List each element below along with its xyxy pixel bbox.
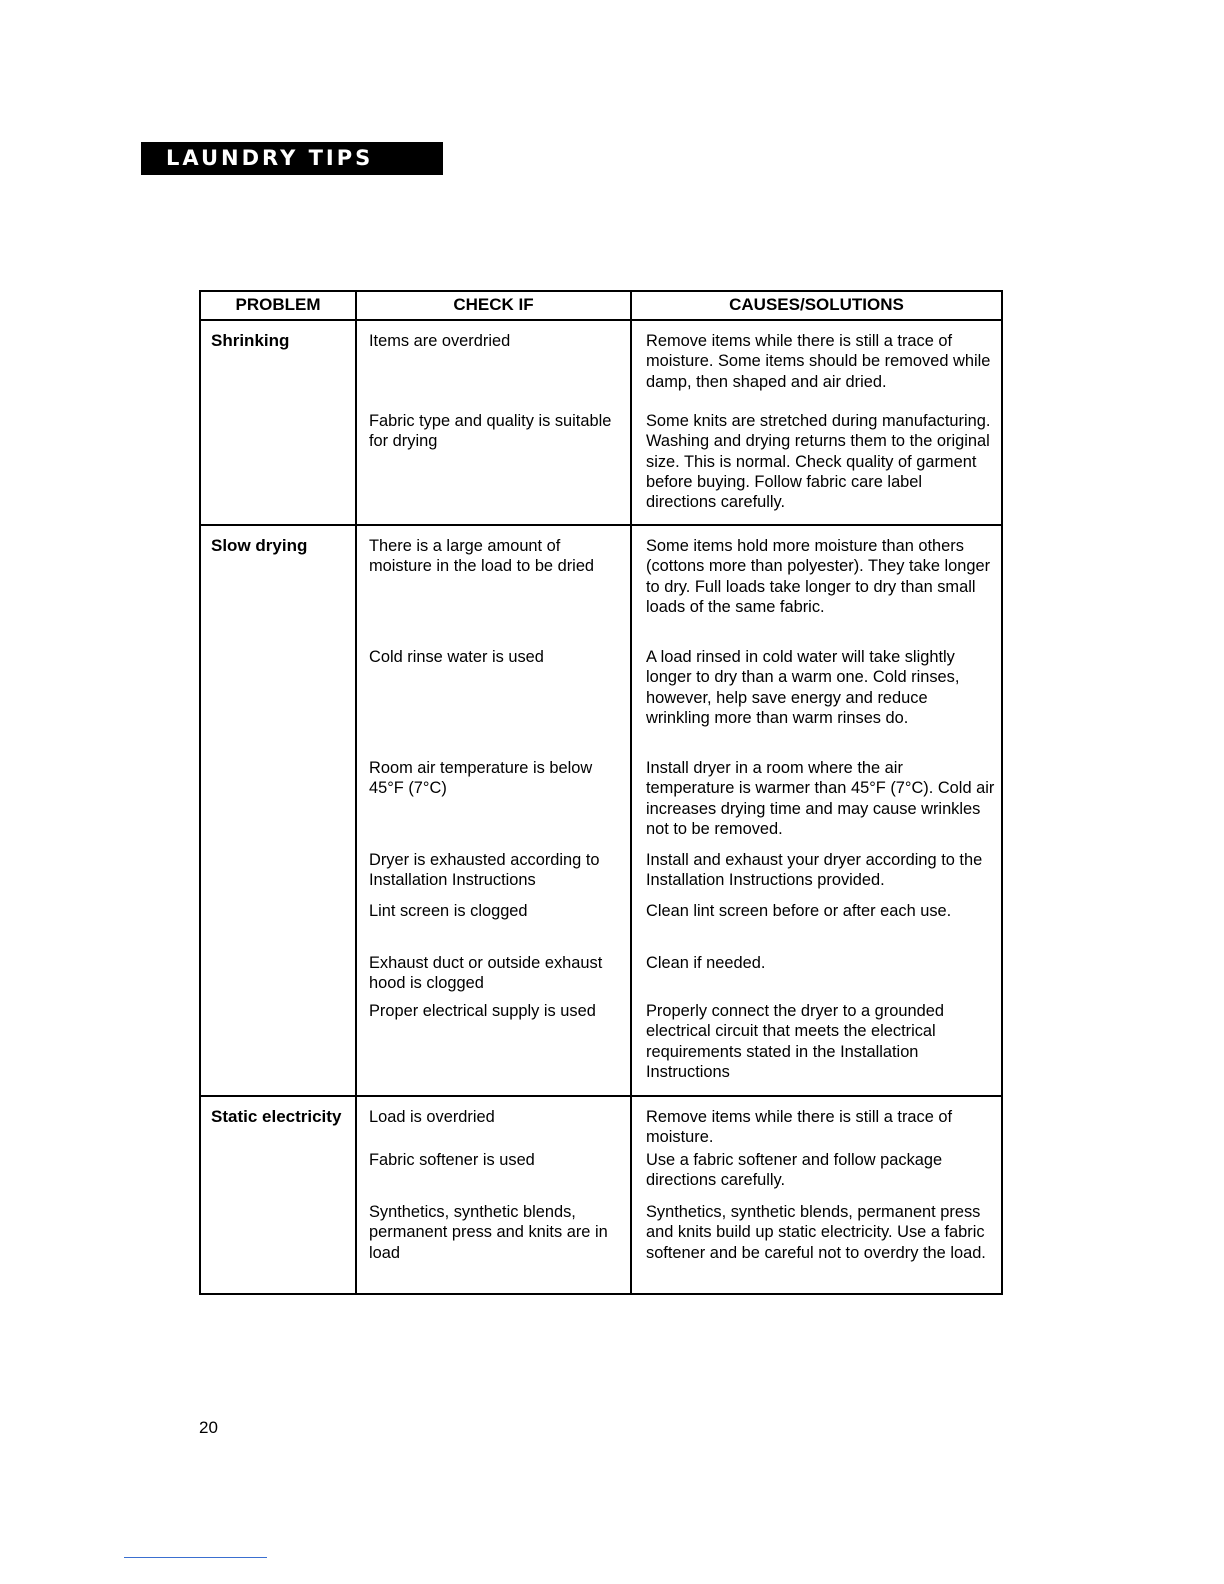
check-if-item: Dryer is exhausted according to Installation Instructions	[369, 851, 600, 890]
table-row	[200, 320, 1002, 525]
check-if-cell	[356, 1096, 631, 1294]
cause-solution-item: Remove items while there is still a trace of moisture.	[646, 1108, 953, 1147]
check-if-item: Exhaust duct or outside exhaust hood is clogged	[369, 954, 603, 993]
check-if-item: Room air temperature is below 45°F (7°C)	[369, 759, 593, 798]
cause-solution-item: Remove items while there is still a trace of moisture. Some items should be removed while damp, then shaped and air dried.	[646, 332, 991, 391]
problem-label: Slow drying	[200, 525, 356, 1096]
problem-label: Shrinking	[200, 320, 356, 525]
check-if-item: Synthetics, synthetic blends, permanent press and knits are in load	[369, 1203, 608, 1262]
cause-solution-item: Properly connect the dryer to a grounded electrical circuit that meets the electrical requirements stated in the Installation Instructions	[646, 1002, 944, 1081]
check-if-item: Proper electrical supply is used	[369, 1002, 596, 1020]
table-row	[200, 525, 1002, 1096]
section-banner: LAUNDRY TIPS	[141, 142, 443, 175]
cause-solution-cell	[631, 525, 1002, 1096]
check-if-item: There is a large amount of moisture in the load to be dried	[369, 537, 595, 576]
check-if-item: Lint screen is clogged	[369, 902, 528, 920]
cause-solution-item: Install and exhaust your dryer according to the Installation Instructions provided.	[646, 851, 983, 890]
column-header-causes-solutions: CAUSES/SOLUTIONS	[631, 291, 1002, 320]
cause-solution-item: Some items hold more moisture than others (cottons more than polyester). They take longer to dry. Full loads take longer to dry than small loads of the same fabric.	[646, 537, 991, 616]
check-if-item: Items are overdried	[369, 332, 511, 350]
check-if-cell	[356, 525, 631, 1096]
cause-solution-cell	[631, 320, 1002, 525]
check-if-item: Load is overdried	[369, 1108, 495, 1126]
cause-solution-item: Clean if needed.	[646, 954, 766, 972]
cause-solution-item: Some knits are stretched during manufacturing. Washing and drying returns them to the original size. This is normal. Check quality of garment before buying. Follow fabric care label directions carefully.	[646, 412, 991, 512]
column-header-check-if: CHECK IF	[356, 291, 631, 320]
cause-solution-cell	[631, 1096, 1002, 1294]
column-header-problem: PROBLEM	[200, 291, 356, 320]
cause-solution-item: Install dryer in a room where the air temperature is warmer than 45°F (7°C). Cold air increases drying time and may cause wrinkles not to be removed.	[646, 759, 995, 838]
cause-solution-item: Clean lint screen before or after each use.	[646, 902, 952, 920]
cause-solution-item: Use a fabric softener and follow package directions carefully.	[646, 1151, 943, 1190]
footer-divider	[124, 1557, 267, 1558]
troubleshooting-table	[199, 290, 1003, 1295]
check-if-cell	[356, 320, 631, 525]
table-row	[200, 1096, 1002, 1294]
table-header-row	[200, 291, 1002, 320]
check-if-item: Cold rinse water is used	[369, 648, 544, 666]
check-if-item: Fabric type and quality is suitable for drying	[369, 412, 612, 451]
check-if-item: Fabric softener is used	[369, 1151, 535, 1169]
cause-solution-item: A load rinsed in cold water will take slightly longer to dry than a warm one. Cold rinses, however, help save energy and reduce wrinkling more than warm rinses do.	[646, 648, 960, 727]
cause-solution-item: Synthetics, synthetic blends, permanent press and knits build up static electricity. Use a fabric softener and be careful not to overdry the load.	[646, 1203, 986, 1262]
page-number: 20	[199, 1418, 218, 1437]
problem-label: Static electricity	[200, 1096, 356, 1294]
